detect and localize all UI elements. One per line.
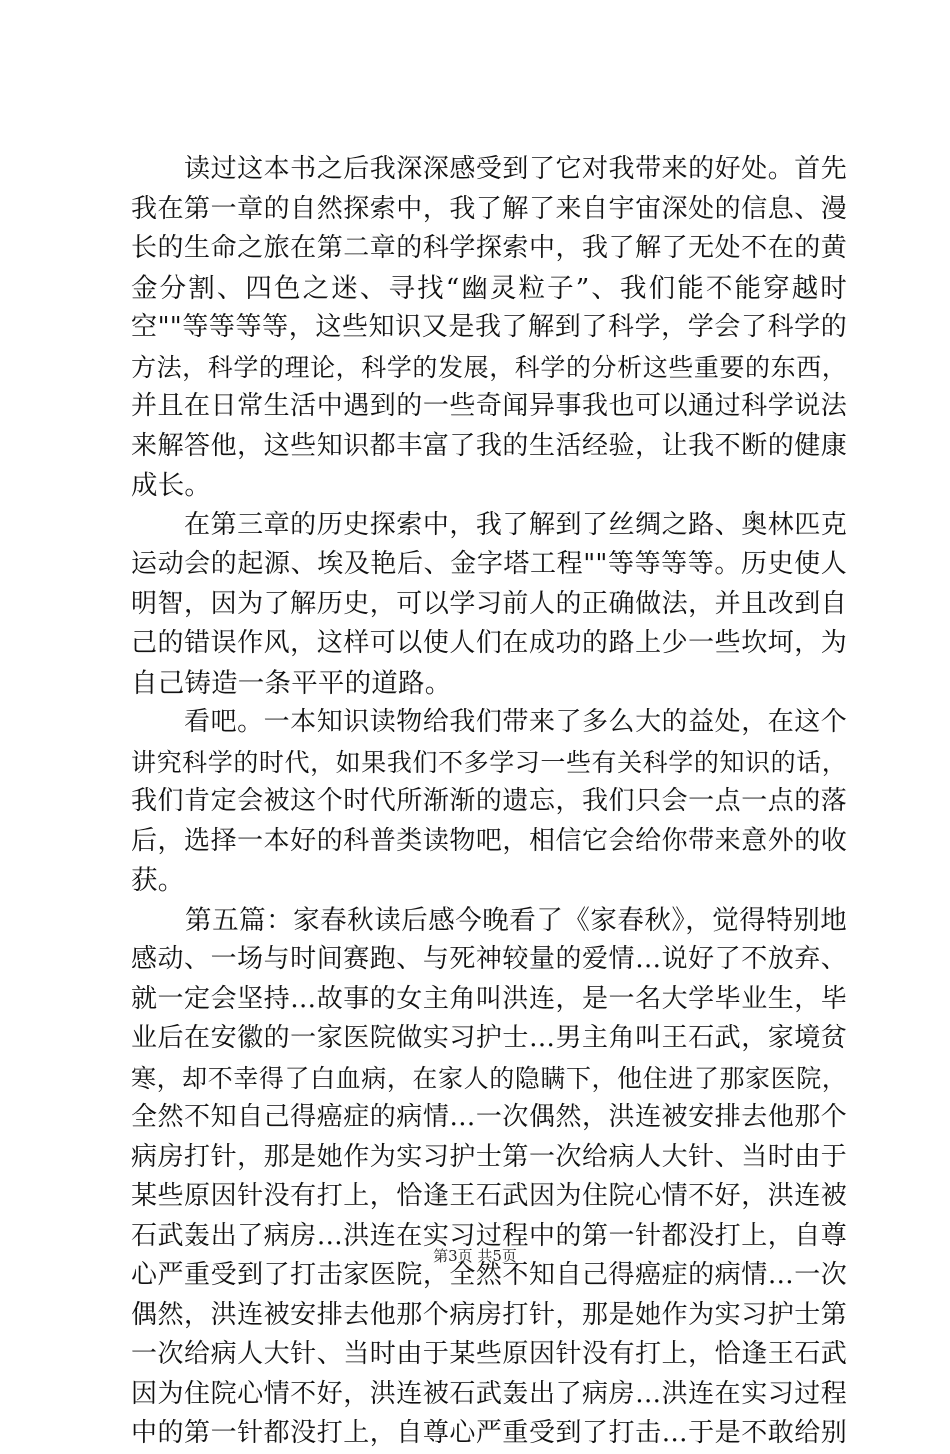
text-line: 运动会的起源、埃及艳后、金字塔工程""等等等等。历史使人 bbox=[131, 549, 847, 579]
text-line: 讲究科学的时代，如果我们不多学习一些有关科学的知识的话， bbox=[131, 747, 847, 777]
text-line: 第五篇：家春秋读后感今晚看了《家春秋》，觉得特别地 bbox=[131, 904, 847, 936]
page-footer: 第3页 共5页 bbox=[433, 1247, 517, 1265]
text-line: 明智，因为了解历史，可以学习前人的正确做法，并且改到自 bbox=[131, 588, 847, 619]
text-line: 方法，科学的理论，科学的发展，科学的分析这些重要的东西， bbox=[131, 352, 847, 382]
text-line: 业后在安徽的一家医院做实习护士…男主角叫王石武，家境贫 bbox=[131, 1023, 847, 1053]
text-line: 读过这本书之后我深深感受到了它对我带来的好处。首先 bbox=[131, 154, 847, 184]
text-line: 己的错误作风，这样可以使人们在成功的路上少一些坎坷，为 bbox=[131, 628, 847, 658]
text-line: 全然不知自己得癌症的病情…一次偶然，洪连被安排去他那个 bbox=[131, 1102, 847, 1132]
text-line: 因为住院心情不好，洪连被石武轰出了病房…洪连在实习过程 bbox=[131, 1378, 847, 1409]
text-line: 感动、一场与时间赛跑、与死神较量的爱情…说好了不放弃、 bbox=[131, 944, 847, 974]
text-line: 中的第一针都没打上，自尊心严重受到了打击…于是不敢给别 bbox=[131, 1418, 847, 1448]
text-line: 寒，却不幸得了白血病，在家人的隐瞒下，他住进了那家医院， bbox=[131, 1063, 847, 1093]
text-line: 我们肯定会被这个时代所渐渐的遗忘，我们只会一点一点的落 bbox=[131, 786, 847, 816]
text-line: 来解答他，这些知识都丰富了我的生活经验，让我不断的健康 bbox=[131, 430, 847, 461]
text-line: 就一定会坚持…故事的女主角叫洪连，是一名大学毕业生，毕 bbox=[131, 983, 847, 1014]
text-line: 病房打针，那是她作为实习护士第一次给病人大针、当时由于 bbox=[131, 1141, 847, 1172]
text-line: 并且在日常生活中遇到的一些奇闻异事我也可以通过科学说法 bbox=[131, 391, 847, 421]
text-line: 长的生命之旅在第二章的科学探索中，我了解了无处不在的黄 bbox=[131, 233, 847, 263]
text-line: 一次给病人大针、当时由于某些原因针没有打上，恰逢王石武 bbox=[131, 1339, 847, 1369]
text-line: 后，选择一本好的科普类读物吧，相信它会给你带来意外的收 bbox=[131, 825, 847, 856]
text-line: 看吧。一本知识读物给我们带来了多么大的益处，在这个 bbox=[131, 707, 847, 737]
text-line: 金分割、四色之迷、寻找“幽灵粒子”、我们能不能穿越时 bbox=[131, 272, 847, 304]
text-line: 石武轰出了病房…洪连在实习过程中的第一针都没打上，自尊 bbox=[131, 1220, 847, 1251]
text-line: 心严重受到了打击家医院，全然不知自己得癌症的病情…一次 bbox=[131, 1260, 847, 1290]
text-line: 成长。 bbox=[131, 470, 212, 501]
text-line: 某些原因针没有打上，恰逢王石武因为住院心情不好，洪连被 bbox=[131, 1181, 847, 1211]
text-line: 偶然，洪连被安排去他那个病房打针，那是她作为实习护士第 bbox=[131, 1299, 847, 1330]
text-line: 获。 bbox=[131, 865, 185, 896]
text-line: 我在第一章的自然探索中，我了解了来自宇宙深处的信息、漫 bbox=[131, 193, 847, 224]
text-line: 自己铸造一条平平的道路。 bbox=[131, 667, 452, 699]
text-line: 在第三章的历史探索中，我了解到了丝绸之路、奥林匹克 bbox=[131, 509, 847, 540]
text-line: 空""等等等等，这些知识又是我了解到了科学，学会了科学的 bbox=[131, 312, 847, 342]
